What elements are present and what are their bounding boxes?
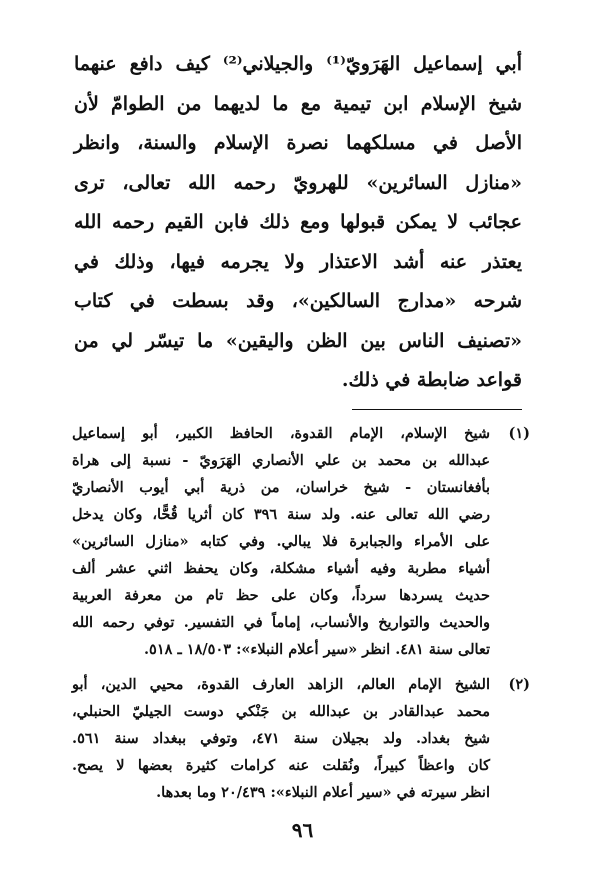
text-line: عجائب لا يمكن قبولها ومع ذلك فابن القيم رحمه الله (74, 211, 522, 233)
footnote-line: شيخ بغداد. ولد بجيلان سنة ٤٧١، وتوفي ببغداد سنة ٥٦١. (72, 730, 490, 747)
footnote-text (72, 671, 490, 806)
page-number: ٩٦ (291, 818, 314, 842)
text-line: «تصنيف الناس بين الظن واليقين» ما تيسّر لي من (74, 329, 522, 352)
text-line: شيخ الإسلام ابن تيمية مع ما لديهما من الطوامّ لأن (74, 92, 522, 115)
footnote-line: عبدالله بن محمد بن علي الأنصاري الهَرَويّ - نسبة إلى هراة (72, 452, 490, 469)
text-line: يعتذر عنه أشد الاعتذار ولا يجرمه فيها، وذلك في (74, 250, 522, 273)
text-line: أبي إسماعيل الهَرَويّ⁽¹⁾ والجيلاني⁽²⁾ كيف دافع عنهما (74, 53, 522, 75)
footnote-line: رضي الله تعالى عنه. ولد سنة ٣٩٦ كان أثريا قُحًّا، وكان يدخل (72, 506, 491, 523)
text-line: الأصل في مسلكهما نصرة الإسلام والسنة، وانظر (74, 132, 522, 154)
main-text (74, 45, 522, 401)
footnote-line: تعالى سنة ٤٨١. انظر «سير أعلام النبلاء»: ١٨/٥٠٣ ـ ٥١٨. (143, 641, 490, 658)
footnote-number: (٢) (508, 676, 530, 693)
footnote-line: شيخ الإسلام، الإمام القدوة، الحافظ الكبير، أبو إسماعيل (72, 425, 490, 442)
footnote-number: (١) (508, 425, 530, 442)
footnote-line: بأفغانستان - شيخ خراسان، من ذرية أبي أيوب الأنصاريّ (72, 479, 490, 496)
footnote-line: انظر سيرته في «سير أعلام النبلاء»: ٢٠/٤٣٩ وما بعدها. (156, 784, 490, 801)
footnotes (72, 420, 530, 814)
footnote-line: الشيخ الإمام العالم، الزاهد العارف القدوة، محيي الدين، أبو (72, 676, 490, 693)
footnote-line: حديث يسردها سرداً، وكان على حظ تام من معرفة العربية (72, 587, 490, 604)
text-line: قواعد ضابطة في ذلك. (341, 369, 522, 391)
footnote-2 (72, 671, 530, 806)
text-line: شرحه «مدارج السالكين»، وقد بسطت في كتاب (74, 290, 522, 312)
footnote-divider (352, 409, 522, 410)
footnote-line: محمد عبدالقادر بن عبدالله بن جَنْكي دوست الجيليّ الحنبلي، (72, 703, 490, 720)
footnote-text (72, 420, 490, 663)
footnote-line: على الأمراء والجبابرة فلا يبالي. وفي كتابه «منازل السائرين» (72, 533, 490, 550)
footnote-line: أشياء مطربة وفيه أشياء مشكلة، وكان يحفظ اثني عشر ألف (72, 560, 490, 577)
footnote-line: كان واعظاً كبيراً، ونُقلت عنه كرامات كثيرة بعضها لا يصح. (72, 757, 490, 774)
footnote-1 (72, 420, 530, 663)
text-line: «منازل السائرين» للهرويّ رحمه الله تعالى، ترى (74, 171, 522, 194)
footnote-line: والحديث والتواريخ والأنساب، إماماً في التفسير. توفي رحمه الله (72, 614, 490, 631)
